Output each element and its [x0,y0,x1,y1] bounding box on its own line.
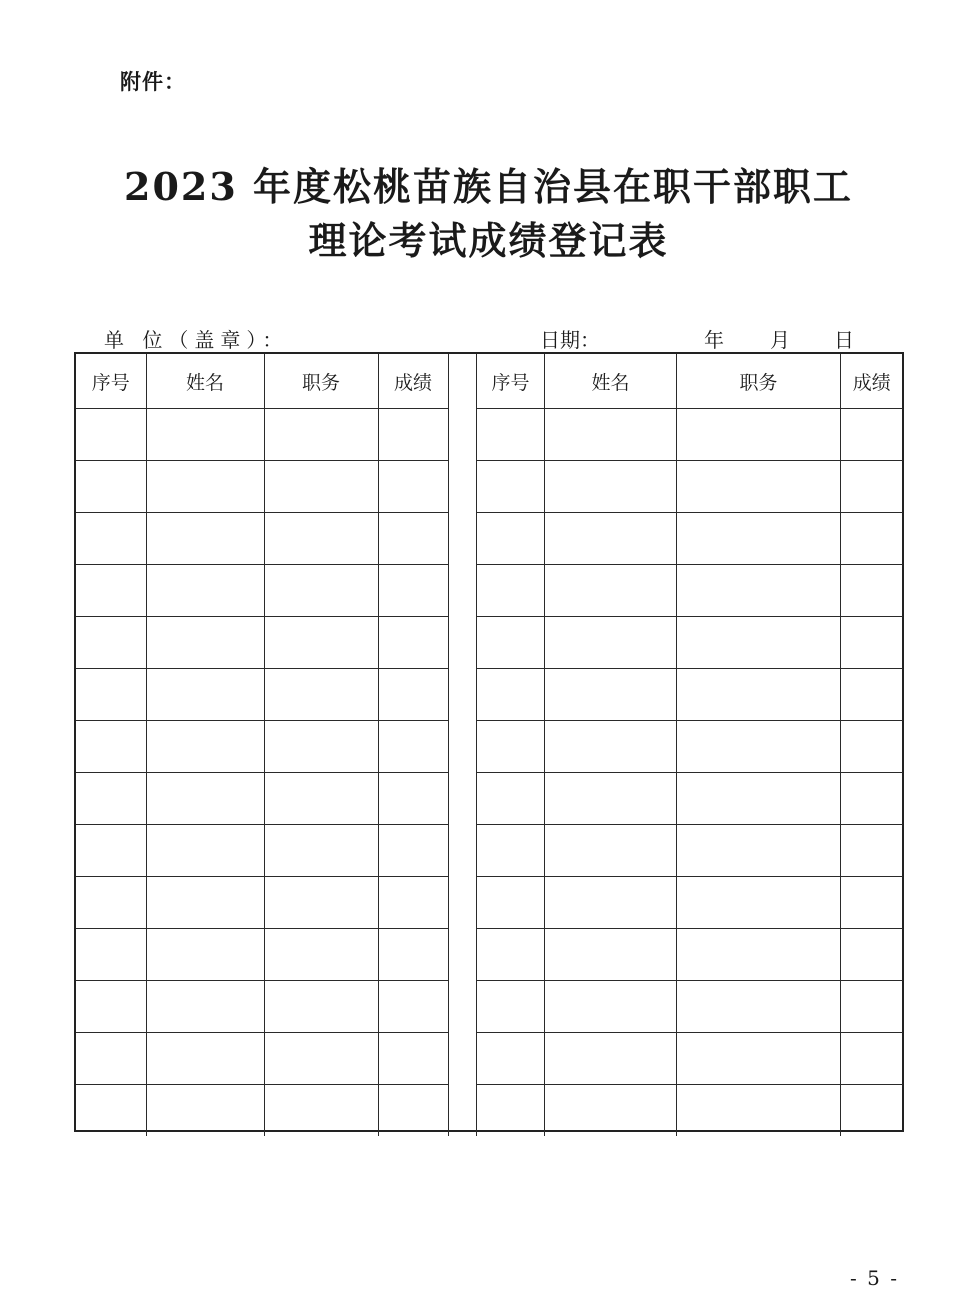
blank-name-cell[interactable] [146,1085,264,1137]
blank-position-cell[interactable] [677,1085,841,1137]
date-day-label: 日 [834,328,854,352]
blank-number-cell[interactable] [76,565,146,617]
blank-name-cell[interactable] [146,981,264,1033]
blank-number-cell[interactable] [76,929,146,981]
table-row [477,929,903,981]
blank-number-cell[interactable] [76,669,146,721]
blank-position-cell[interactable] [677,669,841,721]
document-title-line-1: 2023 年度松桃苗族自治县在职干部职工 [124,164,853,209]
blank-position-cell[interactable] [677,1033,841,1085]
date-month-label: 月 [770,328,790,352]
blank-number-cell[interactable] [76,981,146,1033]
unit-seal-label: 单 位（盖章）： [104,328,289,352]
blank-number-cell[interactable] [76,1085,146,1137]
blank-name-cell[interactable] [146,669,264,721]
blank-position-cell[interactable] [264,565,378,617]
attachment-label: 附件： [120,69,186,94]
blank-score-cell[interactable] [378,877,448,929]
blank-position-cell[interactable] [264,513,378,565]
blank-score-cell[interactable] [841,1085,903,1137]
blank-position-cell[interactable] [677,513,841,565]
table-row [76,773,448,825]
blank-number-cell[interactable] [76,513,146,565]
blank-position-cell[interactable] [677,409,841,461]
blank-name-cell[interactable] [146,929,264,981]
blank-number-cell[interactable] [477,981,545,1033]
table-row [477,773,903,825]
blank-score-cell[interactable] [378,825,448,877]
blank-score-cell[interactable] [378,617,448,669]
blank-position-cell[interactable] [264,617,378,669]
blank-position-cell[interactable] [677,825,841,877]
table-row [477,1085,903,1137]
date-year-label: 年 [704,328,724,352]
score-table-left [76,354,449,1136]
blank-number-cell[interactable] [76,721,146,773]
table-header-row [76,354,448,409]
blank-score-cell[interactable] [841,409,903,461]
column-header-number: 序号 [477,354,545,409]
table-row [76,1085,448,1137]
column-header-position: 职务 [264,354,378,409]
blank-position-cell[interactable] [264,773,378,825]
blank-score-cell[interactable] [378,1033,448,1085]
blank-position-cell[interactable] [677,981,841,1033]
blank-number-cell[interactable] [477,877,545,929]
blank-name-cell[interactable] [545,877,677,929]
blank-score-cell[interactable] [378,1085,448,1137]
table-row [76,513,448,565]
blank-number-cell[interactable] [76,1033,146,1085]
blank-name-cell[interactable] [545,513,677,565]
blank-position-cell[interactable] [677,929,841,981]
table-row [76,877,448,929]
table-row [477,617,903,669]
blank-name-cell[interactable] [545,929,677,981]
table-row [477,825,903,877]
blank-score-cell[interactable] [841,721,903,773]
blank-name-cell[interactable] [545,1033,677,1085]
table-row [76,669,448,721]
blank-number-cell[interactable] [477,773,545,825]
column-header-score: 成绩 [841,354,903,409]
date-label: 日期： [540,328,600,352]
blank-position-cell[interactable] [264,669,378,721]
blank-score-cell[interactable] [378,981,448,1033]
blank-score-cell[interactable] [378,929,448,981]
table-row [477,721,903,773]
blank-name-cell[interactable] [146,877,264,929]
blank-position-cell[interactable] [264,825,378,877]
blank-position-cell[interactable] [677,565,841,617]
blank-position-cell[interactable] [264,461,378,513]
blank-name-cell[interactable] [146,409,264,461]
blank-score-cell[interactable] [841,617,903,669]
column-header-name: 姓名 [545,354,677,409]
blank-number-cell[interactable] [76,877,146,929]
blank-position-cell[interactable] [264,409,378,461]
table-row [76,1033,448,1085]
blank-position-cell[interactable] [677,617,841,669]
blank-score-cell[interactable] [841,981,903,1033]
blank-position-cell[interactable] [264,721,378,773]
table-row [76,825,448,877]
table-row [76,617,448,669]
blank-score-cell[interactable] [841,877,903,929]
blank-score-cell[interactable] [841,461,903,513]
blank-score-cell[interactable] [841,929,903,981]
blank-position-cell[interactable] [264,1033,378,1085]
blank-name-cell[interactable] [545,1085,677,1137]
blank-position-cell[interactable] [264,981,378,1033]
blank-score-cell[interactable] [841,565,903,617]
blank-score-cell[interactable] [841,513,903,565]
table-row [477,877,903,929]
score-table-right [476,354,903,1136]
blank-number-cell[interactable] [76,825,146,877]
blank-score-cell[interactable] [841,773,903,825]
blank-name-cell[interactable] [146,617,264,669]
table-row [477,461,903,513]
blank-number-cell[interactable] [477,721,545,773]
table-row [76,981,448,1033]
blank-name-cell[interactable] [545,825,677,877]
blank-name-cell[interactable] [146,565,264,617]
blank-score-cell[interactable] [841,669,903,721]
blank-name-cell[interactable] [545,721,677,773]
blank-name-cell[interactable] [545,617,677,669]
score-register-sheet [74,352,904,1132]
column-header-name: 姓名 [146,354,264,409]
table-header-row [477,354,903,409]
blank-number-cell[interactable] [477,1033,545,1085]
table-row [76,929,448,981]
blank-position-cell[interactable] [264,877,378,929]
table-row [477,565,903,617]
document-title-line-2: 理论考试成绩登记表 [308,218,669,263]
blank-position-cell[interactable] [677,721,841,773]
blank-score-cell[interactable] [841,825,903,877]
table-row [76,721,448,773]
blank-score-cell[interactable] [378,565,448,617]
column-header-position: 职务 [677,354,841,409]
blank-number-cell[interactable] [477,565,545,617]
blank-name-cell[interactable] [146,461,264,513]
blank-name-cell[interactable] [545,669,677,721]
blank-name-cell[interactable] [146,773,264,825]
page-number: - 5 - [850,1266,899,1290]
blank-position-cell[interactable] [264,929,378,981]
blank-position-cell[interactable] [677,461,841,513]
blank-number-cell[interactable] [477,461,545,513]
blank-number-cell[interactable] [76,617,146,669]
table-row [477,513,903,565]
table-row [477,981,903,1033]
blank-name-cell[interactable] [146,825,264,877]
blank-number-cell[interactable] [477,669,545,721]
blank-name-cell[interactable] [146,721,264,773]
blank-number-cell[interactable] [477,825,545,877]
blank-number-cell[interactable] [76,773,146,825]
blank-score-cell[interactable] [378,409,448,461]
blank-name-cell[interactable] [545,565,677,617]
blank-score-cell[interactable] [378,773,448,825]
blank-score-cell[interactable] [378,461,448,513]
blank-number-cell[interactable] [477,1085,545,1137]
blank-number-cell[interactable] [477,513,545,565]
table-row [477,669,903,721]
column-header-number: 序号 [76,354,146,409]
blank-name-cell[interactable] [545,981,677,1033]
table-row [76,461,448,513]
table-row [76,565,448,617]
blank-number-cell[interactable] [477,617,545,669]
blank-name-cell[interactable] [545,409,677,461]
blank-number-cell[interactable] [477,409,545,461]
blank-position-cell[interactable] [677,877,841,929]
blank-number-cell[interactable] [477,929,545,981]
blank-score-cell[interactable] [841,1033,903,1085]
table-row [76,409,448,461]
blank-score-cell[interactable] [378,513,448,565]
blank-position-cell[interactable] [264,1085,378,1137]
blank-position-cell[interactable] [677,773,841,825]
blank-name-cell[interactable] [545,773,677,825]
column-header-score: 成绩 [378,354,448,409]
blank-number-cell[interactable] [76,461,146,513]
blank-name-cell[interactable] [146,513,264,565]
blank-name-cell[interactable] [146,1033,264,1085]
blank-number-cell[interactable] [76,409,146,461]
table-row [477,1033,903,1085]
blank-name-cell[interactable] [545,461,677,513]
blank-score-cell[interactable] [378,669,448,721]
blank-score-cell[interactable] [378,721,448,773]
table-row [477,409,903,461]
